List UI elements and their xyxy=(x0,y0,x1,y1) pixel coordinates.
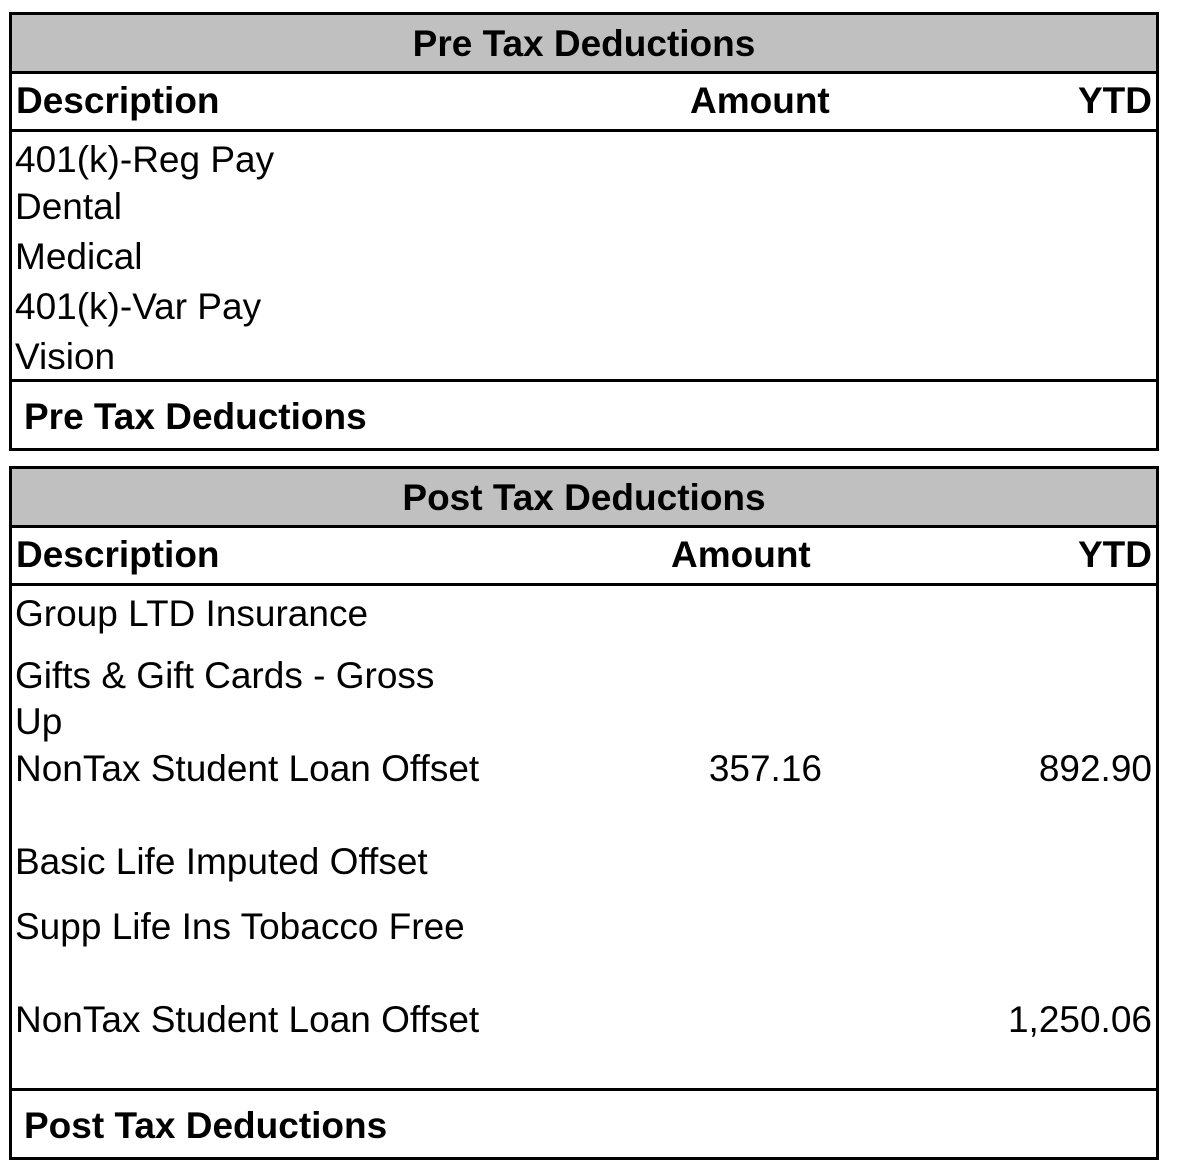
row-description: NonTax Student Loan Offset xyxy=(15,999,480,1040)
post-tax-deductions-table xyxy=(9,466,1159,1160)
row-amount: 357.16 xyxy=(708,748,822,789)
post-tax-description-header: Description xyxy=(16,534,220,575)
row-ytd: 1,250.06 xyxy=(1007,999,1152,1040)
row-ytd: 892.90 xyxy=(1038,748,1152,789)
row-description: 401(k)-Var Pay xyxy=(15,286,262,327)
row-description: Vision xyxy=(15,336,116,377)
row-description: Medical xyxy=(15,236,143,277)
post-tax-header-row xyxy=(12,528,1156,586)
row-description: 401(k)-Reg Pay xyxy=(15,139,275,180)
post-tax-ytd-header: YTD xyxy=(1078,534,1152,575)
post-tax-amount-header: Amount xyxy=(671,534,811,575)
row-description: NonTax Student Loan Offset xyxy=(15,748,480,789)
row-description: Gifts & Gift Cards - Gross Up xyxy=(15,655,435,742)
pre-tax-deductions-table xyxy=(9,12,1159,451)
pre-tax-description-header: Description xyxy=(16,80,220,121)
post-tax-title: Post Tax Deductions xyxy=(12,469,1156,528)
post-tax-footer xyxy=(12,1088,1156,1157)
post-tax-footer-label: Post Tax Deductions xyxy=(24,1105,388,1146)
pre-tax-header-row xyxy=(12,74,1156,132)
pre-tax-title: Pre Tax Deductions xyxy=(12,15,1156,74)
row-description: Supp Life Ins Tobacco Free xyxy=(15,906,465,947)
row-description: Group LTD Insurance xyxy=(15,593,369,634)
pre-tax-footer-label: Pre Tax Deductions xyxy=(24,396,367,437)
pre-tax-footer xyxy=(12,379,1156,448)
row-description: Basic Life Imputed Offset xyxy=(15,841,428,882)
pre-tax-ytd-header: YTD xyxy=(1078,80,1152,121)
pre-tax-amount-header: Amount xyxy=(690,80,830,121)
row-description: Dental xyxy=(15,186,122,227)
